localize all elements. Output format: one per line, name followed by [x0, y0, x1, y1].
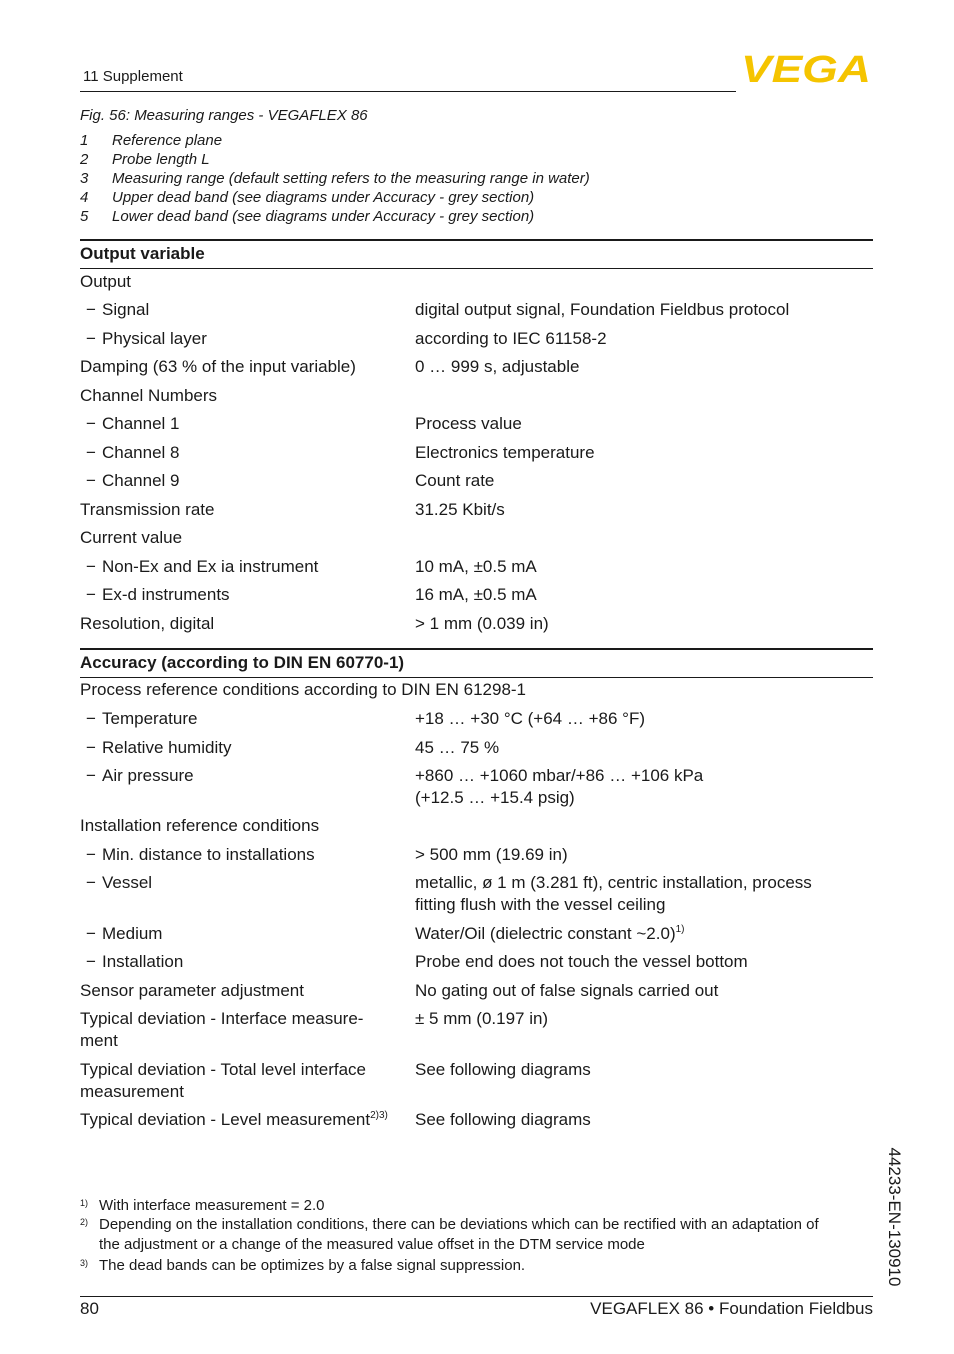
document-title: VEGAFLEX 86 • Foundation Fieldbus: [590, 1299, 873, 1318]
vega-logo-text: VEGA: [741, 52, 871, 84]
footer-divider: [80, 1296, 873, 1297]
section-title-output-variable: Output variable: [80, 244, 205, 263]
vega-logo: [741, 52, 873, 84]
footnote-ref: 1): [675, 924, 685, 935]
figure-caption: Fig. 56: Measuring ranges - VEGAFLEX 86: [80, 107, 368, 124]
running-header-section: 11 Supplement: [83, 68, 183, 85]
legend-item: 4 Upper dead band (see diagrams under Accuracy - grey section): [80, 189, 535, 206]
figure-legend: [80, 131, 590, 226]
legend-item: 2 Probe length L: [80, 151, 210, 168]
footnote-ref: 2)3): [370, 1110, 388, 1121]
section-rule-top: [80, 648, 873, 650]
legend-item: 1 Reference plane: [80, 132, 223, 149]
header-divider: [80, 91, 736, 92]
page-number: 80: [80, 1299, 99, 1318]
section-rule-top: [80, 239, 873, 241]
section-rule-bottom: [80, 268, 873, 269]
section-rule-bottom: [80, 677, 873, 678]
legend-item: 5 Lower dead band (see diagrams under Accuracy - grey section): [80, 208, 535, 225]
legend-item: 3 Measuring range (default setting refers to the measuring range in water): [80, 170, 590, 187]
section-title-accuracy: Accuracy (according to DIN EN 60770-1): [80, 653, 405, 672]
document-code: 44233-EN-130910: [885, 1147, 904, 1287]
